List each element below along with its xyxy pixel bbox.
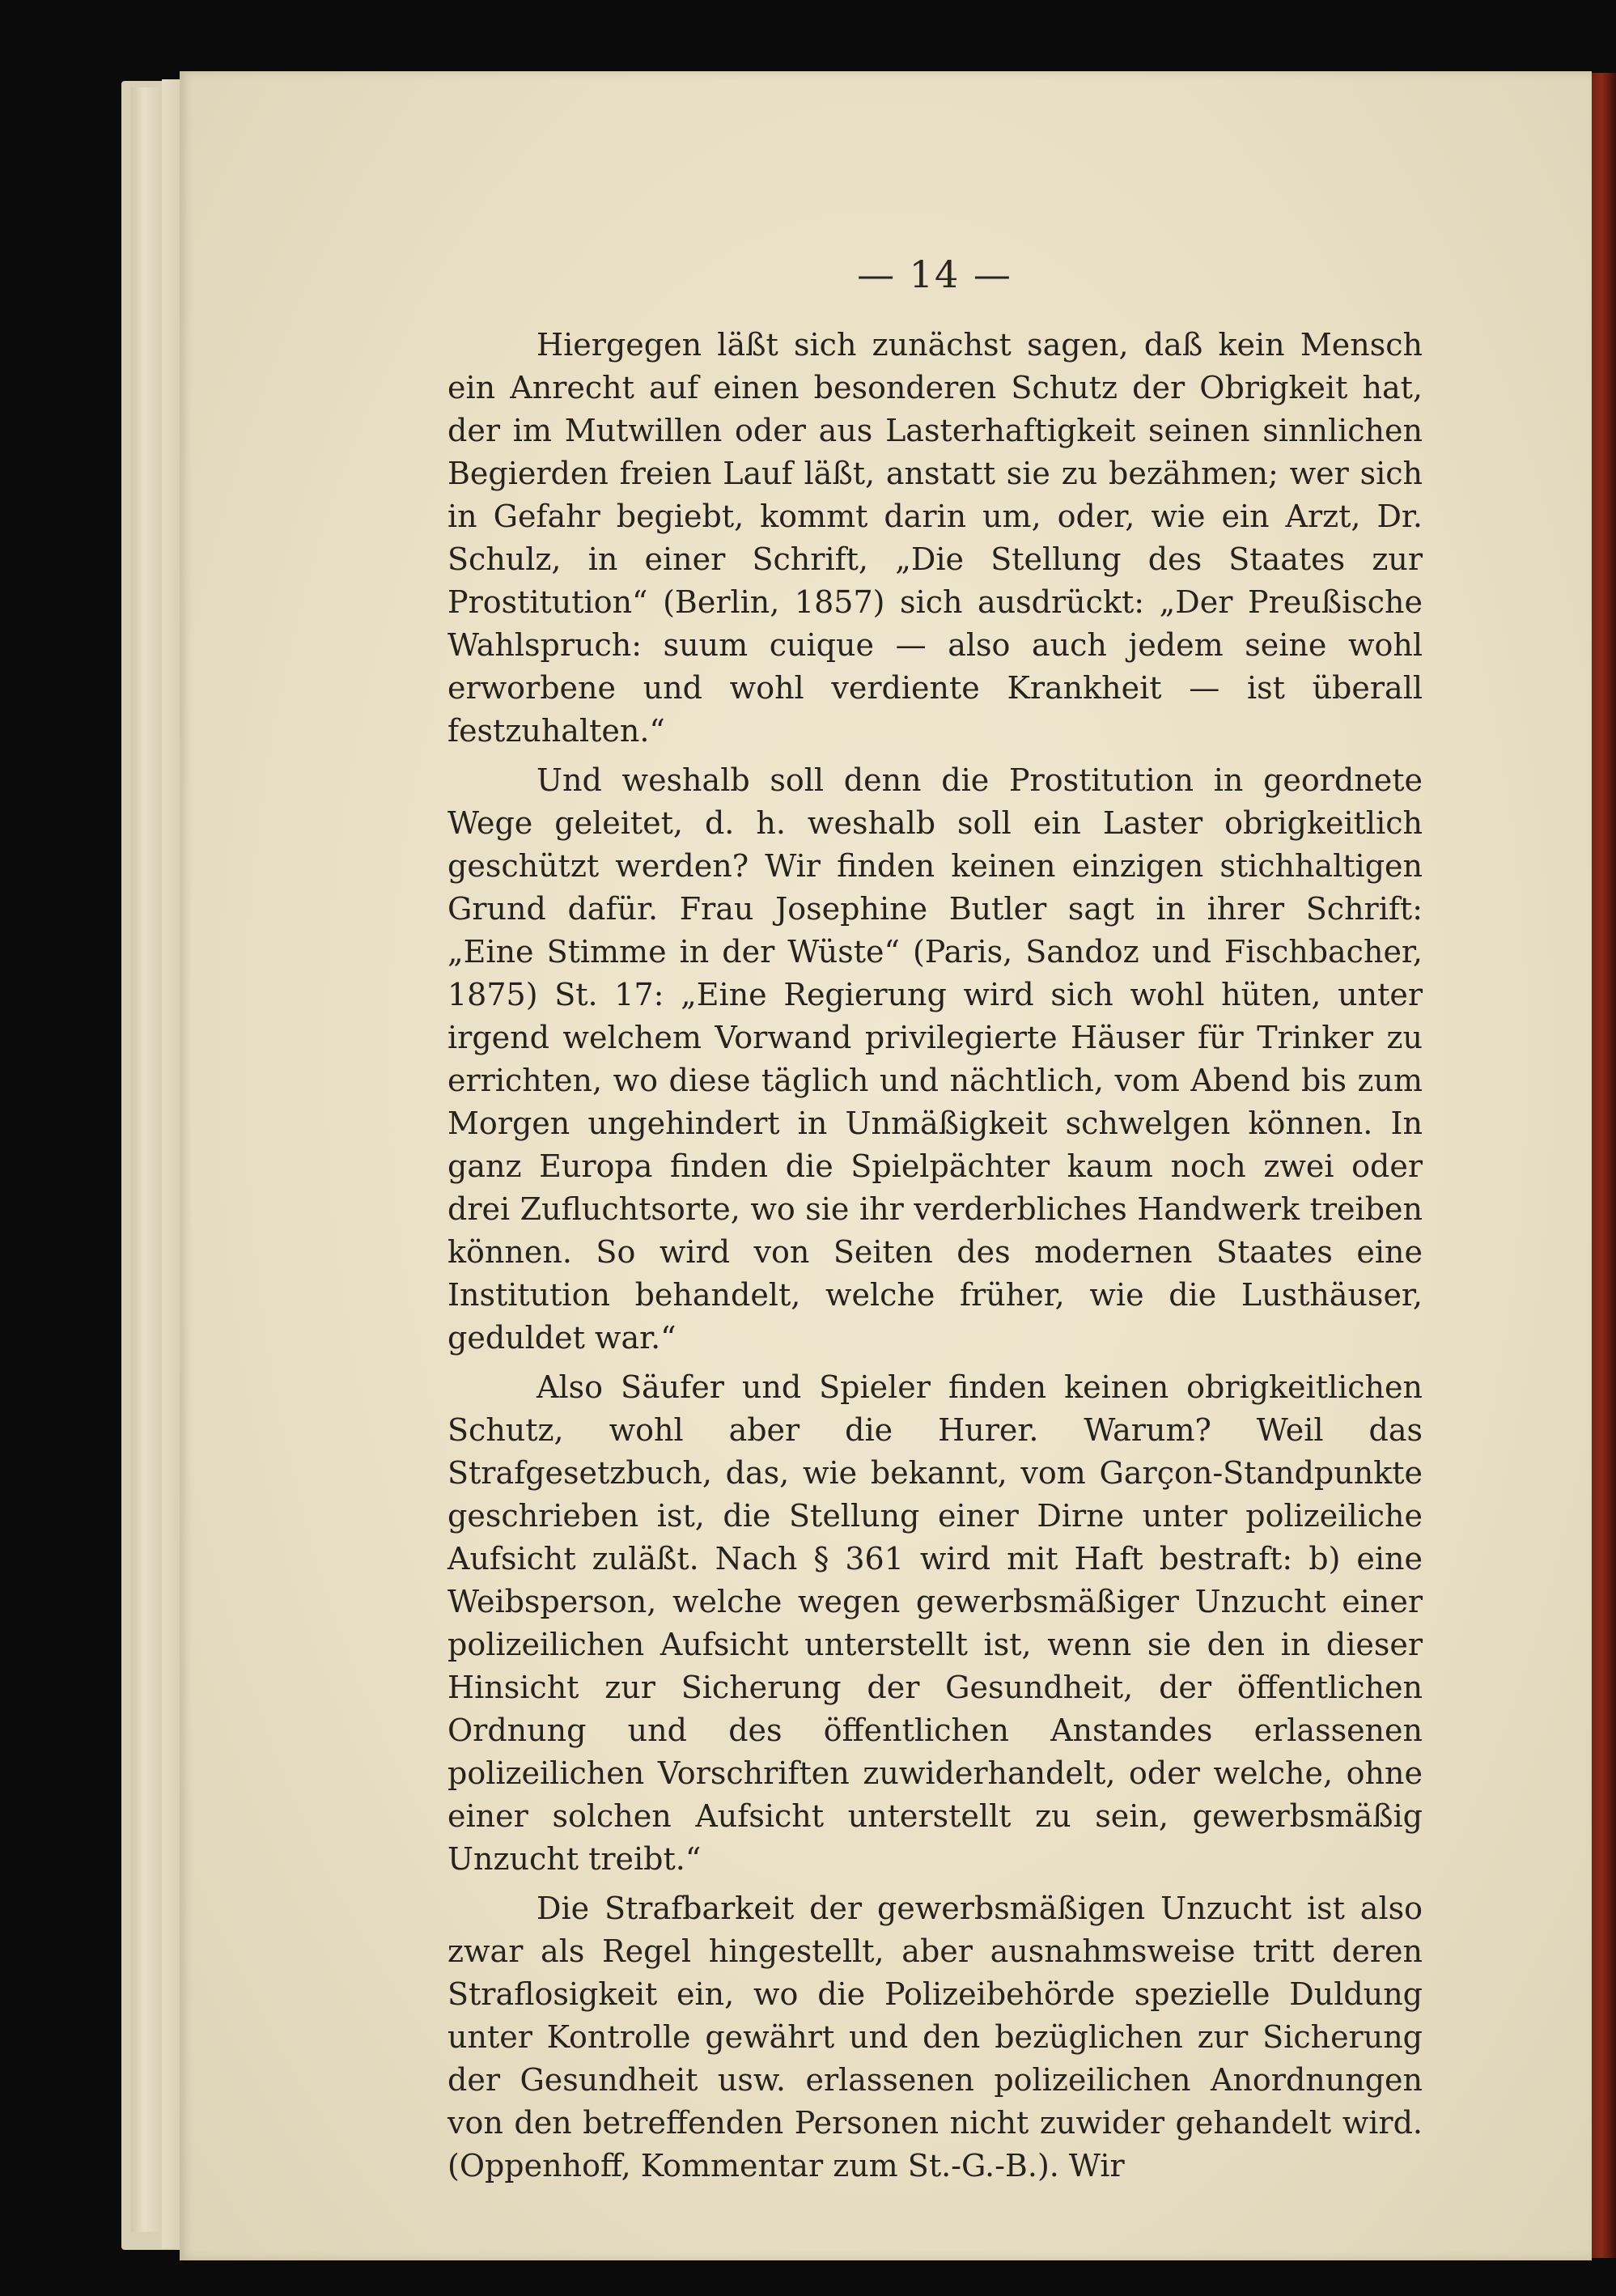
page-edge [131, 87, 163, 2232]
paragraph-4: Die Strafbarkeit der gewerbsmäßigen Unzucht ist also zwar als Regel hingestellt, aber ausnahmsweise tritt deren Straflosigkeit ein, wo die Polizeibehörde spezielle Duldung unter Kontrolle gewährt und den bezüglichen zur Sicherung der Gesundheit usw. erlassenen polizeilichen Anordnungen von den betreffenden Personen nicht zuwider gehandelt wird. (Oppenhoff, Kommentar zum St.-G.-B.). Wir [447, 1891, 1423, 2184]
body-text [447, 324, 1423, 2194]
paragraph-3: Also Säufer und Spieler finden keinen obrigkeitlichen Schutz, wohl aber die Hurer. Warum? Weil das Strafgesetzbuch, das, wie bekannt, vom Garçon-Standpunkte geschrieben ist, die Stellung einer Dirne unter polizeiliche Aufsicht zuläßt. Nach § 361 wird mit Haft bestraft: b) eine Weibsperson, welche wegen gewerbsmäßiger Unzucht einer polizeilichen Aufsicht unterstellt ist, wenn sie den in dieser Hinsicht zur Sicherung der Gesundheit, der öffentlichen Ordnung und des öffentlichen Anstandes erlassenen polizeilichen Vorschriften zuwiderhandelt, oder welche, ohne einer solchen Aufsicht unterstellt zu sein, gewerbsmäßig Unzucht treibt.“ [447, 1369, 1423, 1877]
page-number: — 14 — [857, 253, 1012, 296]
paragraph-2: Und weshalb soll denn die Prostitution in geordnete Wege geleitet, d. h. weshalb soll ein Laster obrigkeitlich geschützt werden? Wir finden keinen einzigen stichhaltigen Grund dafür. Frau Josephine Butler sagt in ihrer Schrift: „Eine Stimme in der Wüste“ (Paris, Sandoz und Fischbacher, 1875) St. 17: „Eine Regierung wird sich wohl hüten, unter irgend welchem Vorwand privilegierte Häuser für Trinker zu errichten, wo diese täglich und nächtlich, vom Abend bis zum Morgen ungehindert in Unmäßigkeit schwelgen können. In ganz Europa finden die Spielpächter kaum noch zwei oder drei Zufluchtsorte, wo sie ihr verderbliches Handwerk treiben können. So wird von Seiten des modernen Staates eine Institution behandelt, welche früher, wie die Lusthäuser, geduldet war.“ [447, 762, 1423, 1356]
paragraph-1: Hiergegen läßt sich zunächst sagen, daß kein Mensch ein Anrecht auf einen besonderen Schutz der Obrigkeit hat, der im Mutwillen oder aus Lasterhaftigkeit seinen sinnlichen Begierden freien Lauf läßt, anstatt sie zu bezähmen; wer sich in Gefahr begiebt, kommt darin um, oder, wie ein Arzt, Dr. Schulz, in einer Schrift, „Die Stellung des Staates zur Prostitution“ (Berlin, 1857) sich ausdrückt: „Der Preußische Wahlspruch: suum cuique — also auch jedem seine wohl erworbene und wohl verdiente Krankheit — ist überall festzuhalten.“ [447, 327, 1423, 749]
book-cover-edge [1588, 73, 1616, 2258]
